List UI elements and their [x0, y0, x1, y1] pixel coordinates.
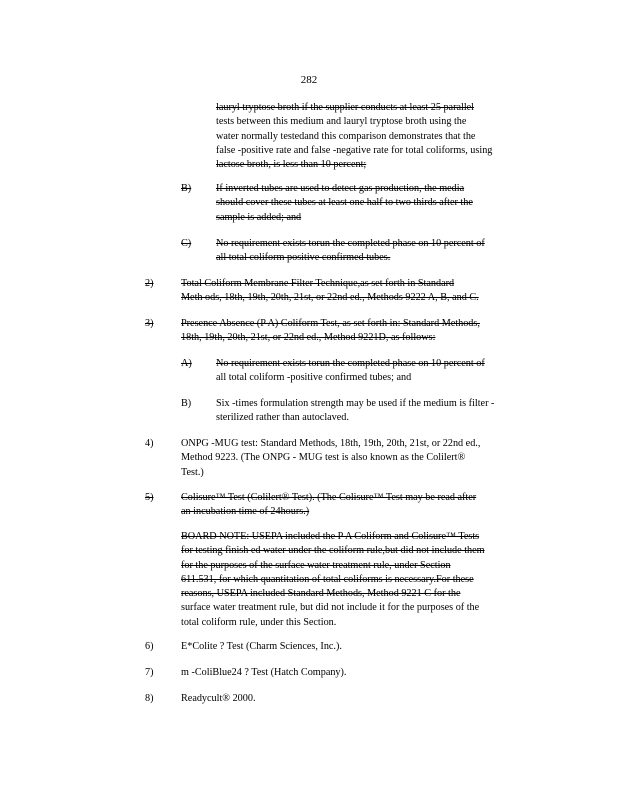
text-line: total coliform rule, under this Section.: [181, 616, 337, 628]
text-line: lauryl tryptose broth if the supplier conducts at least 25 parallel: [216, 102, 475, 113]
continued-paragraph: [216, 101, 536, 172]
page-number: 282: [300, 74, 318, 86]
item-4-text: [181, 437, 536, 480]
item-3b-text: [216, 397, 541, 426]
text-line: Test.): [181, 466, 204, 478]
text-line: ONPG -MUG test: Standard Methods, 18th, 19th, 20th, 21st, or 22nd ed.,: [181, 438, 481, 449]
item-number: 5): [145, 492, 154, 503]
item-number: 7): [145, 667, 154, 678]
text-line: E*Colite ? Test (Charm Sciences, Inc.).: [181, 641, 342, 652]
item-c-text: [216, 237, 536, 266]
text-line: Colisure™ Test (Colilert® Test). (The Colisure™ Test may be read after: [181, 492, 477, 503]
text-line: If inverted tubes are used to detect gas production, the media: [216, 183, 465, 194]
text-line: Total Coliform Membrane Filter Technique,as set forth in Standard: [181, 278, 455, 289]
text-line: reasons, USEPA included Standard Methods, Method 9221 C for the: [181, 588, 461, 600]
item-3a-text: [216, 357, 536, 386]
text-line: all total coliform -positive confirmed tubes; and: [216, 372, 412, 384]
text-line: an incubation time of 24hours.): [181, 506, 310, 518]
text-line: 18th, 19th, 20th, 21st, or 22nd ed., Method 9221D, as follows:: [181, 332, 436, 344]
item-label: A): [181, 358, 192, 369]
item-7-text: [181, 666, 346, 680]
text-line: for the purposes of the surface water treatment rule, under Section: [181, 559, 451, 571]
item-2-text: [181, 277, 533, 306]
text-line: Presence Absence (P A) Coliform Test, as set forth in: Standard Methods,: [181, 318, 480, 329]
item-number: 6): [145, 641, 154, 652]
text-line: surface water treatment rule, but did not include it for the purposes of the: [181, 602, 480, 614]
board-note: [181, 530, 536, 630]
item-label: B): [181, 398, 192, 409]
item-number: 3): [145, 318, 154, 329]
text-line: BOARD NOTE: USEPA included the P A Coliform and Colisure™ Tests: [181, 531, 480, 542]
text-line: Meth ods, 18th, 19th, 20th, 21st, or 22nd ed., Methods 9222 A, B, and C.: [181, 292, 479, 304]
item-number: 4): [145, 438, 154, 449]
text-line: water normally testedand this comparison demonstrates that the: [216, 130, 476, 142]
text-line: all total coliform positive confirmed tubes.: [216, 252, 391, 264]
text-line: Six -times formulation strength may be used if the medium is filter -: [216, 398, 495, 409]
text-line: tests between this medium and lauryl tryptose broth using the: [216, 116, 467, 128]
item-5-text: [181, 491, 536, 520]
text-line: sample is added; and: [216, 211, 302, 223]
text-line: false -positive rate and false -negative rate for total coliforms, using: [216, 144, 493, 156]
text-line: 611.531, for which quantitation of total coliforms is necessary.For these: [181, 573, 474, 585]
item-3-text: [181, 317, 536, 346]
item-label: C): [181, 238, 192, 249]
item-number: 8): [145, 693, 154, 704]
item-label: B): [181, 183, 192, 194]
text-line: m -ColiBlue24 ? Test (Hatch Company).: [181, 667, 347, 678]
text-line: No requirement exists torun the completed phase on 10 percent of: [216, 358, 485, 369]
text-line: No requirement exists torun the completed phase on 10 percent of: [216, 238, 485, 249]
item-b-text: [216, 182, 526, 225]
text-line: Readycult® 2000.: [181, 693, 256, 704]
text-line: should cover these tubes at least one half to two thirds after the: [216, 197, 473, 209]
item-8-text: [181, 692, 256, 706]
item-6-text: [181, 640, 342, 654]
text-line: Method 9223. (The ONPG - MUG test is also known as the Colilert®: [181, 452, 466, 464]
text-line: lactose broth, is less than 10 percent;: [216, 159, 367, 171]
text-line: sterilized rather than autoclaved.: [216, 412, 349, 424]
text-line: for testing finish ed water under the coliform rule,but did not include them: [181, 545, 485, 557]
item-number: 2): [145, 278, 154, 289]
